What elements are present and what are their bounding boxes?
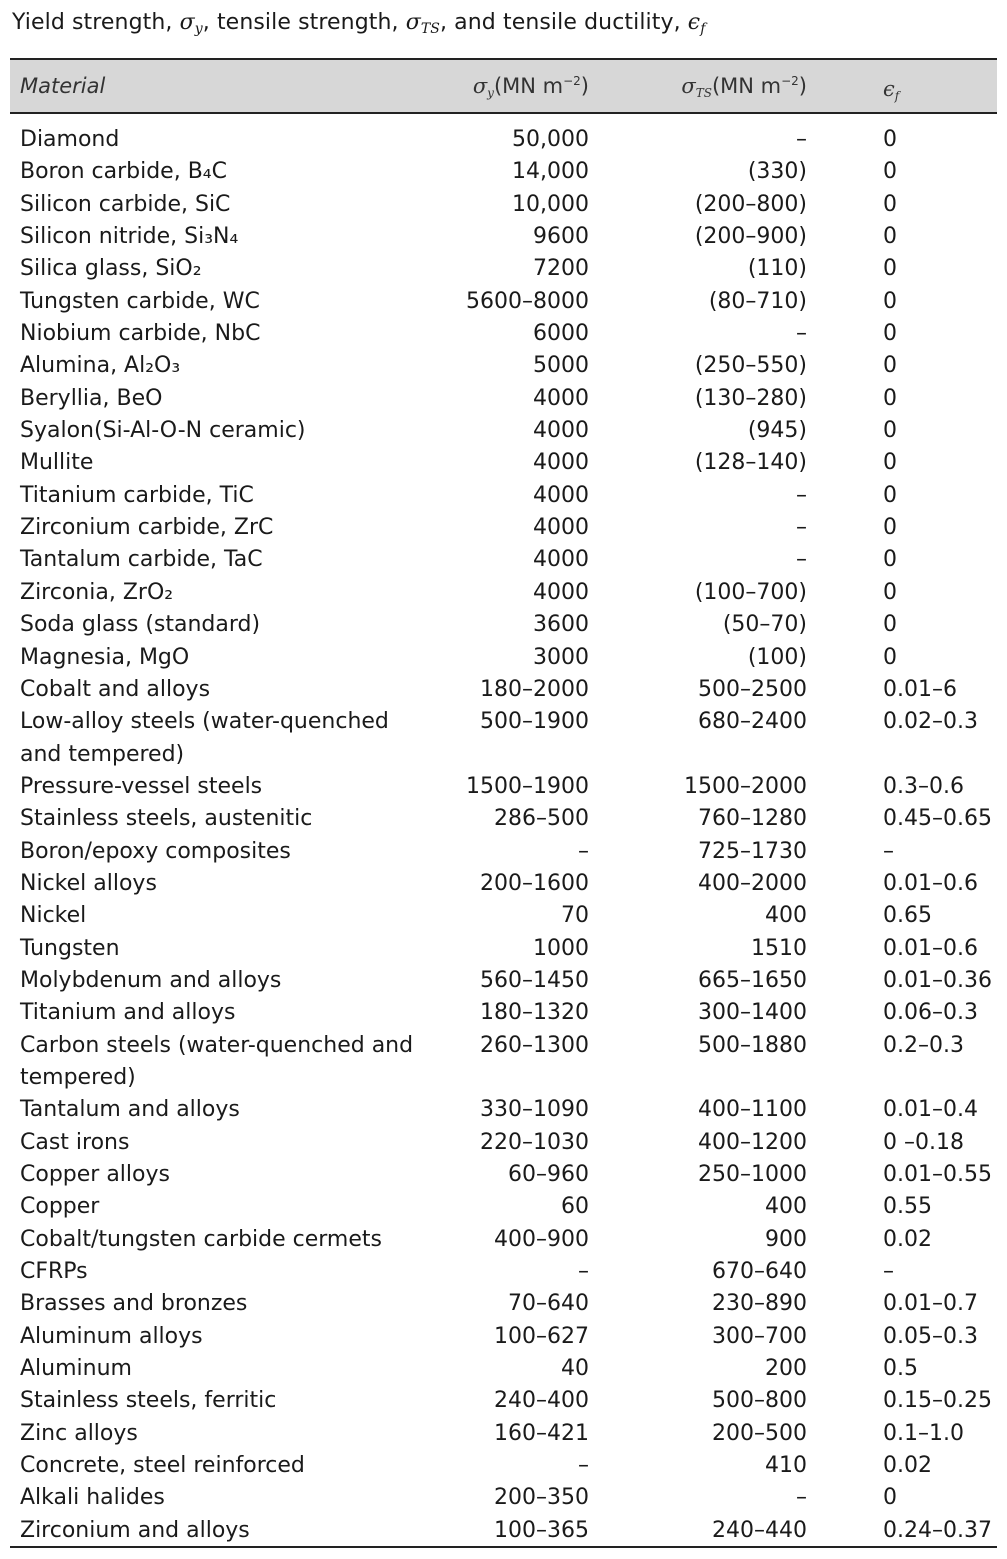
table-row [10,1030,997,1095]
cell-material: Beryllia, BeO [20,385,163,411]
cell-tensile-strength: (100–700) [694,579,807,605]
cell-yield-strength: 50,000 [512,127,589,152]
table-row [10,674,997,706]
cell-ductility: 0.65 [883,903,932,929]
cell-tensile-strength: (80–710) [708,288,807,314]
cell-yield-strength: 1500–1900 [466,773,589,799]
cell-material: CFRPs [20,1259,88,1285]
cell-tensile-strength: 400–1100 [698,1097,807,1123]
table-row [10,286,997,318]
cell-yield-strength: 100–365 [494,1517,589,1543]
cell-yield-strength: 40 [561,1356,589,1382]
table-row [10,1450,997,1482]
table-row [10,1482,997,1514]
header-unit-close: ) [580,74,589,98]
table-row [10,124,997,156]
cell-material: Alkali halides [20,1485,165,1511]
cell-yield-strength: 330–1090 [480,1097,589,1123]
cell-tensile-strength: (50–70) [722,612,807,638]
cell-tensile-strength: – [796,1485,807,1511]
cell-tensile-strength: (110) [747,256,807,282]
cell-yield-strength: – [578,1453,589,1479]
cell-tensile-strength: 900 [765,1226,807,1252]
cell-tensile-strength: (130–280) [694,385,807,411]
cell-ductility: 0 [883,1485,897,1511]
cell-yield-strength: 500–1900 [480,709,589,735]
cell-yield-strength: 10,000 [512,191,589,217]
cell-ductility: 0 [883,321,897,347]
cell-ductility: 0 [883,191,897,217]
cell-material: Copper alloys [20,1162,170,1187]
header-unit: (MN m [493,74,564,98]
cell-yield-strength: 200–350 [494,1485,589,1511]
cell-material: Tantalum and alloys [20,1097,240,1123]
cell-ductility: 0.55 [883,1194,932,1220]
cell-yield-strength: 60 [561,1194,589,1220]
cell-yield-strength: 4000 [533,385,589,411]
table-row [10,1094,997,1126]
cell-material: Nickel alloys [20,870,157,896]
caption-text: , and tensile ductility, [440,10,688,35]
cell-ductility: 0.1–1.0 [883,1420,964,1446]
cell-yield-strength: 70–640 [508,1291,589,1317]
cell-tensile-strength: 240–440 [712,1517,807,1543]
header-sigma: σ [472,74,488,98]
cell-material: Tungsten carbide, WC [20,288,260,314]
cell-tensile-strength: 400 [765,1194,807,1220]
cell-tensile-strength: 1510 [751,935,807,961]
cell-yield-strength: 180–2000 [480,676,589,702]
header-yield-strength [473,74,589,100]
cell-material: Pressure-vessel steels [20,773,263,799]
table-row [10,1224,997,1256]
cell-yield-strength: 70 [561,903,589,929]
cell-yield-strength: 14,000 [512,159,589,185]
cell-ductility: 0 [883,288,897,314]
cell-material: Aluminum [20,1356,132,1382]
cell-material: Cast irons [20,1129,130,1155]
header-tensile-strength [681,74,807,100]
cell-tensile-strength: 665–1650 [698,967,807,993]
table-row [10,318,997,350]
cell-tensile-strength: 400 [765,903,807,929]
cell-material: Syalon(Si-Al-O-N ceramic) [20,418,306,444]
header-sigma: σ [681,74,696,98]
cell-tensile-strength: (200–800) [694,191,807,217]
cell-tensile-strength: 300–700 [712,1323,807,1349]
cell-ductility: 0.5 [883,1356,918,1382]
table-row [10,642,997,674]
cell-material: Concrete, steel reinforced [20,1453,305,1479]
table-row [10,997,997,1029]
cell-tensile-strength: 200 [765,1356,807,1382]
header-epsilon: ϵ [883,77,895,101]
cell-material: Copper [20,1194,100,1220]
table-row [10,577,997,609]
cell-yield-strength: 4000 [533,547,589,573]
table-row [10,1515,997,1547]
header-sigma-sub: y [487,86,494,100]
cell-material: Cobalt and alloys [20,676,211,702]
caption-epsilon-f: ϵ [687,10,701,35]
cell-material: Cobalt/tungsten carbide cermets [20,1226,382,1252]
cell-yield-strength: 3600 [533,612,589,638]
cell-tensile-strength: – [796,127,807,152]
cell-material: Zinc alloys [20,1420,138,1446]
cell-material: Molybdenum and alloys [20,967,282,993]
cell-yield-strength: 560–1450 [480,967,589,993]
cell-material: Titanium carbide, TiC [20,482,254,508]
cell-ductility: 0 [883,256,897,282]
caption-sigma-y-sub: y [194,21,203,37]
cell-ductility: 0 [883,127,897,152]
cell-ductility: 0 [883,450,897,476]
table-row [10,868,997,900]
table-row [10,544,997,576]
caption-text: , tensile strength, [202,10,406,35]
cell-material: Silicon nitride, Si₃N₄ [20,224,239,250]
cell-material: Boron/epoxy composites [20,838,291,864]
cell-yield-strength: 4000 [533,579,589,605]
header-material: Material [20,74,106,98]
cell-yield-strength: 4000 [533,482,589,508]
cell-ductility: 0.01–0.6 [883,870,978,896]
cell-ductility: 0.02 [883,1453,932,1479]
cell-yield-strength: 60–960 [508,1162,589,1187]
cell-tensile-strength: 500–800 [712,1388,807,1414]
cell-ductility: 0 [883,353,897,379]
cell-ductility: 0 [883,579,897,605]
table-row [10,189,997,221]
cell-ductility: 0.01–6 [883,676,957,702]
cell-tensile-strength: 670–640 [712,1259,807,1285]
cell-ductility: 0.05–0.3 [883,1323,978,1349]
cell-ductility: 0 [883,644,897,670]
cell-tensile-strength: (200–900) [694,224,807,250]
cell-material: Magnesia, MgO [20,644,190,670]
table-row [10,1127,997,1159]
cell-yield-strength: 100–627 [494,1323,589,1349]
table-row [10,447,997,479]
cell-yield-strength: 260–1300 [480,1032,589,1058]
cell-ductility: 0 [883,224,897,250]
cell-ductility: 0.06–0.3 [883,1000,978,1026]
cell-ductility: 0.3–0.6 [883,773,964,799]
cell-ductility: 0 [883,159,897,185]
cell-material: Stainless steels, austenitic [20,806,313,832]
cell-yield-strength: 5000 [533,353,589,379]
cell-tensile-strength: 400–2000 [698,870,807,896]
table-row [10,706,997,771]
header-unit-close: ) [798,74,807,98]
cell-ductility: 0.01–0.36 [883,967,992,993]
cell-tensile-strength: 410 [765,1453,807,1479]
cell-yield-strength: 400–900 [494,1226,589,1252]
cell-tensile-strength: – [796,321,807,347]
cell-ductility: 0.02 [883,1226,932,1252]
table-row [10,221,997,253]
cell-yield-strength: – [578,1259,589,1285]
cell-material: Diamond [20,127,120,152]
cell-tensile-strength: – [796,547,807,573]
cell-tensile-strength: – [796,482,807,508]
cell-ductility: 0.45–0.65 [883,806,992,832]
table-row [10,1288,997,1320]
cell-material: Mullite [20,450,94,476]
table-row [10,512,997,544]
table-row [10,1256,997,1288]
table-row [10,415,997,447]
table-row [10,1159,997,1191]
header-epsilon-sub: f [894,89,900,103]
cell-material: Zirconium carbide, ZrC [20,515,274,541]
cell-ductility: 0.24–0.37 [883,1517,992,1543]
cell-material: Boron carbide, B₄C [20,159,227,185]
cell-tensile-strength: (128–140) [694,450,807,476]
cell-ductility: 0.01–0.4 [883,1097,978,1123]
cell-material: Zirconium and alloys [20,1517,250,1543]
header-unit-exponent: −2 [563,74,581,88]
header-unit-exponent: −2 [781,74,799,88]
header-ductility [883,77,899,103]
table-body [10,124,997,1547]
cell-yield-strength: 220–1030 [480,1129,589,1155]
table-row [10,803,997,835]
cell-ductility: 0.02–0.3 [883,709,978,735]
cell-yield-strength: 160–421 [494,1420,589,1446]
table-row [10,836,997,868]
table-row [10,383,997,415]
cell-material: Brasses and bronzes [20,1291,248,1317]
cell-tensile-strength: 725–1730 [698,838,807,864]
cell-material: Tungsten [20,935,120,961]
cell-yield-strength: 4000 [533,450,589,476]
cell-ductility: 0.15–0.25 [883,1388,992,1414]
cell-ductility: 0 [883,547,897,573]
cell-yield-strength: 3000 [533,644,589,670]
cell-tensile-strength: 760–1280 [698,806,807,832]
cell-yield-strength: – [578,838,589,864]
cell-yield-strength: 1000 [533,935,589,961]
table-row [10,1191,997,1223]
cell-yield-strength: 5600–8000 [466,288,589,314]
cell-ductility: 0 [883,482,897,508]
cell-yield-strength: 4000 [533,418,589,444]
table-row [10,1418,997,1450]
cell-ductility: 0 [883,385,897,411]
caption-epsilon-f-sub: f [700,21,706,37]
cell-ductility: – [883,838,894,864]
table-row [10,609,997,641]
cell-material: Alumina, Al₂O₃ [20,353,181,379]
table-row [10,253,997,285]
table-row [10,900,997,932]
caption-sigma-ts: σ [405,10,421,35]
cell-ductility: 0 [883,418,897,444]
cell-tensile-strength: (100) [747,644,807,670]
table-row [10,771,997,803]
cell-material: Silicon carbide, SiC [20,191,231,217]
cell-material: Titanium and alloys [20,1000,236,1026]
table-row [10,156,997,188]
caption-sigma-ts-sub: TS [420,21,440,37]
cell-tensile-strength: (330) [747,159,807,185]
cell-ductility: 0.01–0.55 [883,1162,992,1187]
cell-yield-strength: 4000 [533,515,589,541]
cell-yield-strength: 240–400 [494,1388,589,1414]
cell-ductility: 0 [883,612,897,638]
cell-material: Tantalum carbide, TaC [20,547,263,573]
cell-ductility: 0.2–0.3 [883,1032,964,1058]
cell-material: Niobium carbide, NbC [20,321,261,347]
cell-material: Stainless steels, ferritic [20,1388,277,1414]
table-header [10,60,997,114]
cell-tensile-strength: 400–1200 [698,1129,807,1155]
table-caption [12,10,706,37]
cell-tensile-strength: 230–890 [712,1291,807,1317]
header-sigma-sub: TS [695,86,712,100]
cell-material: Aluminum alloys [20,1323,203,1349]
table-row [10,965,997,997]
table-row [10,480,997,512]
cell-yield-strength: 9600 [533,224,589,250]
cell-material: Soda glass (standard) [20,612,261,638]
cell-material: Silica glass, SiO₂ [20,256,202,282]
table-row [10,1385,997,1417]
table-bottom-rule [10,1546,997,1548]
cell-tensile-strength: – [796,515,807,541]
cell-tensile-strength: (945) [747,418,807,444]
header-unit: (MN m [711,74,782,98]
table-row [10,933,997,965]
cell-tensile-strength: 500–2500 [698,676,807,702]
cell-ductility: 0.01–0.6 [883,935,978,961]
cell-ductility: 0.01–0.7 [883,1291,978,1317]
cell-ductility: 0 [883,515,897,541]
table-row [10,1353,997,1385]
table-row [10,1321,997,1353]
cell-yield-strength: 286–500 [494,806,589,832]
cell-material: Carbon steels (water-quenched and tempered) [20,1032,414,1090]
cell-material: Low-alloy steels (water-quenched and tempered) [20,709,389,767]
caption-sigma-y: σ [179,10,195,35]
cell-yield-strength: 7200 [533,256,589,282]
cell-tensile-strength: 250–1000 [698,1162,807,1187]
cell-yield-strength: 6000 [533,321,589,347]
cell-ductility: 0 –0.18 [883,1129,964,1155]
cell-tensile-strength: 1500–2000 [684,773,807,799]
cell-tensile-strength: 500–1880 [698,1032,807,1058]
cell-tensile-strength: 300–1400 [698,1000,807,1026]
cell-yield-strength: 180–1320 [480,1000,589,1026]
cell-tensile-strength: 680–2400 [698,709,807,735]
table-row [10,350,997,382]
cell-tensile-strength: (250–550) [694,353,807,379]
cell-material: Nickel [20,903,87,929]
cell-ductility: – [883,1259,894,1285]
cell-tensile-strength: 200–500 [712,1420,807,1446]
cell-material: Zirconia, ZrO₂ [20,579,174,605]
caption-text: Yield strength, [12,10,180,35]
cell-yield-strength: 200–1600 [480,870,589,896]
